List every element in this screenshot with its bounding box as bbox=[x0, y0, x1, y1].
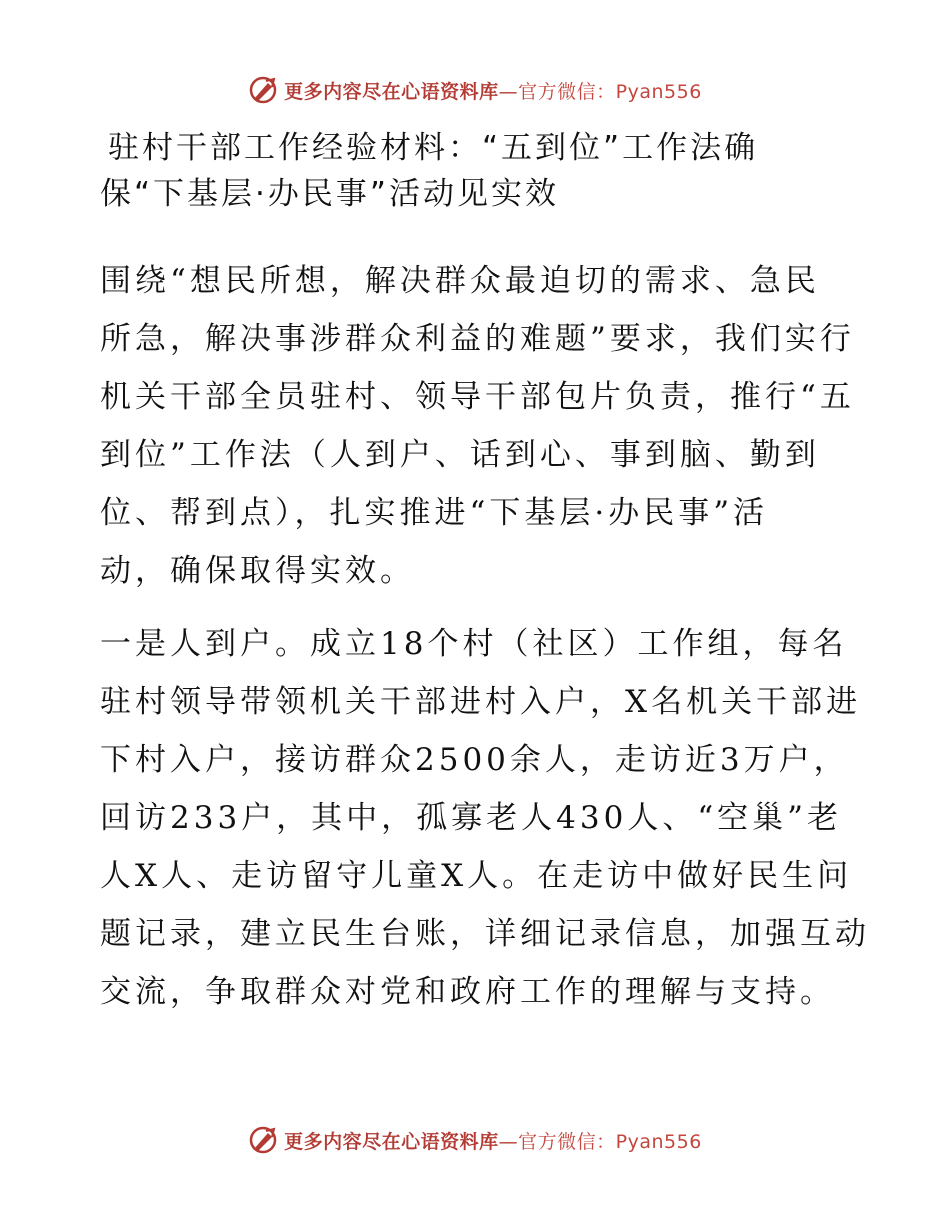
watermark-contact: 官方微信：Pyan556 bbox=[518, 80, 702, 103]
title-line-1: 驻村干部工作经验材料：“五到位”工作法确 bbox=[108, 130, 759, 166]
paragraph-line: 位、帮到点），扎实推进“下基层·办民事”活 bbox=[100, 495, 769, 531]
pen-circle-logo-icon bbox=[248, 75, 278, 105]
section-one-paragraph bbox=[100, 615, 870, 1021]
paragraph-line: 回访233户，其中，孤寡老人430人、“空巢”老 bbox=[100, 800, 843, 836]
paragraph-line: 题记录，建立民生台账，详细记录信息，加强互动 bbox=[100, 916, 870, 952]
paragraph-line: 所急，解决事涉群众利益的难题”要求，我们实行 bbox=[100, 321, 855, 357]
intro-paragraph bbox=[100, 252, 860, 600]
paragraph-line: 下村入户，接访群众2500余人，走访近3万户， bbox=[100, 742, 849, 778]
pen-circle-logo-icon bbox=[248, 1125, 278, 1155]
watermark-brand: 更多内容尽在心语资料库 bbox=[284, 1130, 499, 1153]
paragraph-line: 动，确保取得实效。 bbox=[100, 553, 415, 589]
watermark-separator: — bbox=[498, 80, 519, 103]
watermark-text bbox=[284, 1127, 702, 1154]
paragraph-line: 驻村领导带领机关干部进村入户，X名机关干部进 bbox=[100, 684, 862, 720]
footer-watermark bbox=[0, 1120, 950, 1160]
watermark-text bbox=[284, 77, 702, 104]
document-title bbox=[100, 125, 860, 217]
paragraph-line: 机关干部全员驻村、领导干部包片负责，推行“五 bbox=[100, 379, 855, 415]
paragraph-line: 围绕“想民所想，解决群众最迫切的需求、急民 bbox=[100, 263, 820, 299]
header-watermark bbox=[0, 70, 950, 110]
watermark-separator: — bbox=[498, 1130, 519, 1153]
paragraph-line: 到位”工作法（人到户、话到心、事到脑、勤到 bbox=[100, 437, 820, 473]
paragraph-line: 人X人、走访留守儿童X人。在走访中做好民生问 bbox=[100, 858, 853, 894]
paragraph-line: 交流，争取群众对党和政府工作的理解与支持。 bbox=[100, 974, 835, 1010]
paragraph-line: 一是人到户。成立18个村（社区）工作组，每名 bbox=[100, 626, 848, 662]
watermark-brand: 更多内容尽在心语资料库 bbox=[284, 80, 499, 103]
watermark-contact: 官方微信：Pyan556 bbox=[518, 1130, 702, 1153]
title-line-2: 保“下基层·办民事”活动见实效 bbox=[100, 176, 559, 212]
